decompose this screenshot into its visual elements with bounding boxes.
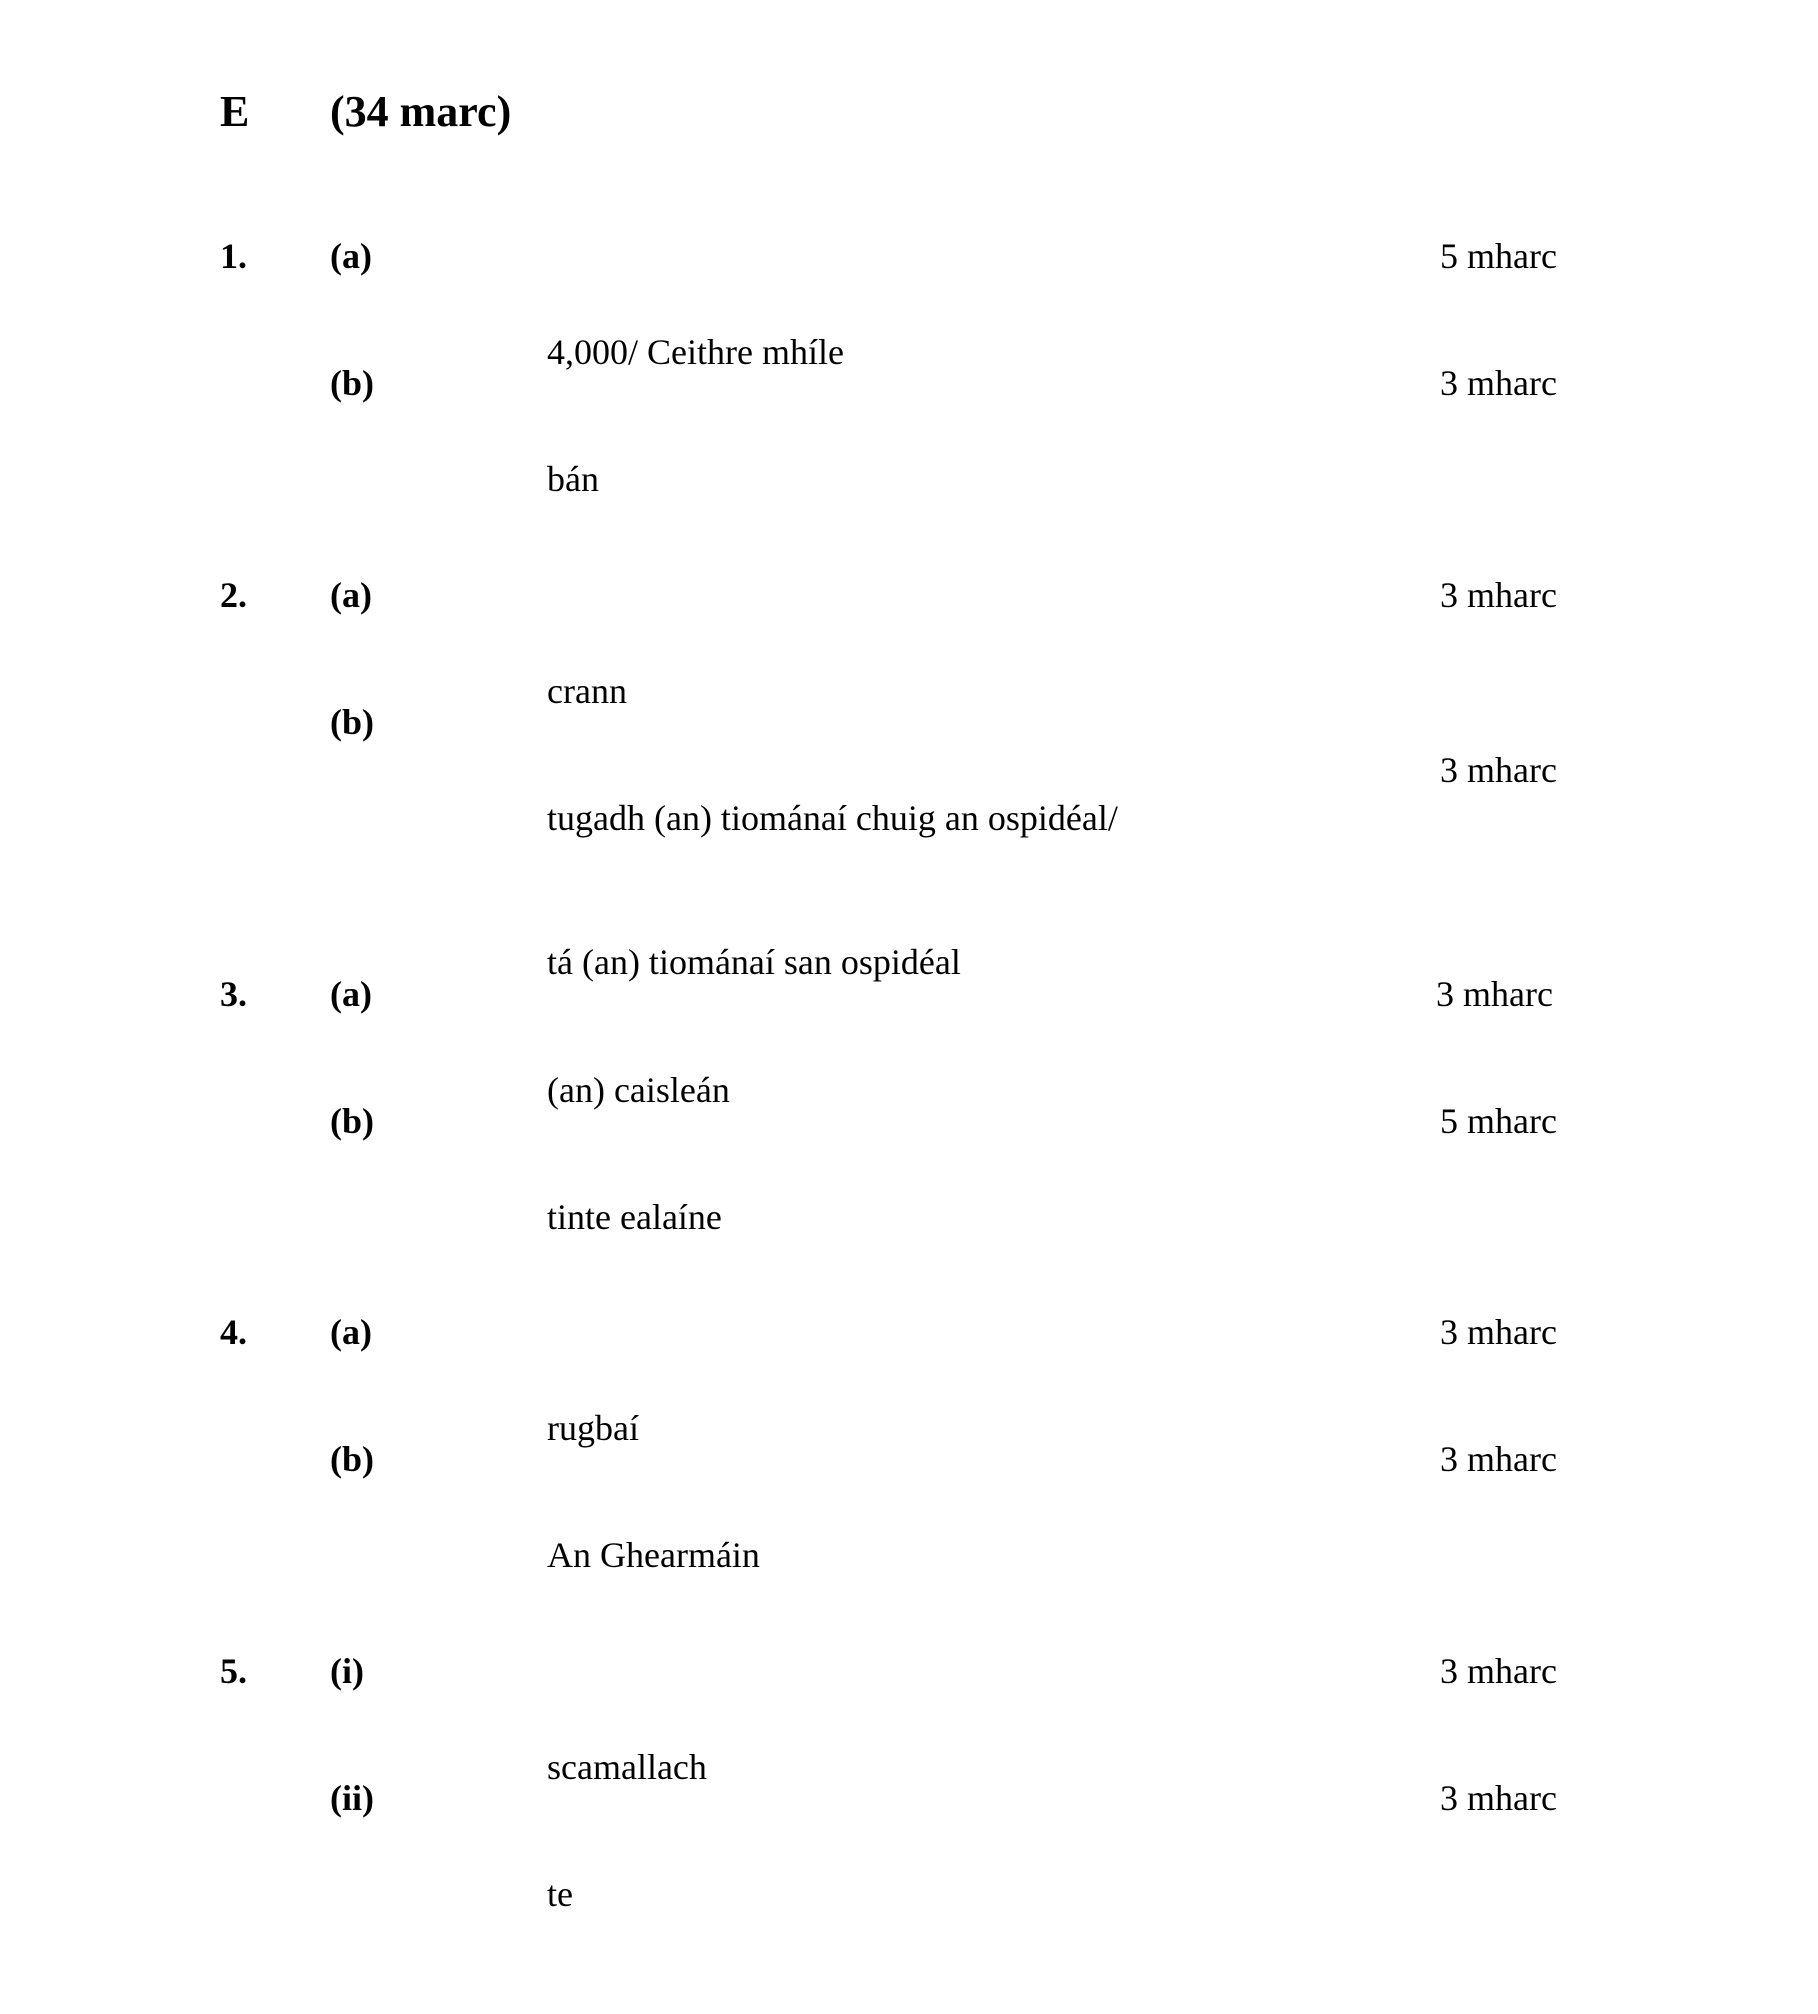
section-header (0, 84, 1818, 140)
part-label: (i) (330, 1651, 364, 1691)
section-total-marks: (34 marc) (330, 87, 512, 136)
marks-value: 3 mharc (1440, 1778, 1557, 1818)
answer-line: crann (547, 671, 627, 711)
answer-line: An Ghearmáin (547, 1535, 760, 1575)
answer-line: 4,000/ Ceithre mhíle (547, 332, 844, 372)
answer-text (547, 1097, 722, 1337)
question-number: 2. (220, 575, 247, 615)
answer-line: tinte ealaíne (547, 1197, 722, 1237)
answer-text (547, 1774, 601, 2014)
question-number: 1. (220, 236, 247, 276)
question-number: 4. (220, 1312, 247, 1352)
part-label: (b) (330, 702, 374, 742)
answer-text (547, 359, 601, 599)
marks-value: 3 mharc (1436, 974, 1553, 1014)
marks-value: 5 mharc (1440, 1101, 1557, 1141)
section-letter: E (220, 87, 250, 136)
part-label: (b) (330, 1439, 374, 1479)
marks-value: 3 mharc (1440, 363, 1557, 403)
marks-value: 3 mharc (1440, 575, 1557, 615)
marks-value: 5 mharc (1440, 236, 1557, 276)
marks-value: 3 mharc (1440, 1439, 1557, 1479)
part-label: (a) (330, 1312, 372, 1352)
part-label: (b) (330, 1101, 374, 1141)
answer-line: te (547, 1874, 573, 1914)
answer-line: bán (547, 459, 599, 499)
marks-value: 3 mharc (1440, 1312, 1557, 1352)
answer-line: tugadh (an) tiománaí chuig an ospidéal/ (547, 798, 1118, 838)
answer-line: rugbaí (547, 1408, 639, 1448)
part-label: (a) (330, 236, 372, 276)
part-label: (ii) (330, 1778, 374, 1818)
answer-text (547, 1435, 760, 1675)
answer-line: scamallach (547, 1747, 707, 1787)
question-number: 3. (220, 974, 247, 1014)
marks-value: 3 mharc (1440, 750, 1557, 790)
part-label: (a) (330, 575, 372, 615)
marks-value: 3 mharc (1440, 1651, 1557, 1691)
answer-line: (an) caisleán (547, 1070, 730, 1110)
answer-line: tá (an) tiománaí san ospidéal (547, 942, 961, 982)
part-label: (b) (330, 363, 374, 403)
question-number: 5. (220, 1651, 247, 1691)
part-label: (a) (330, 974, 372, 1014)
